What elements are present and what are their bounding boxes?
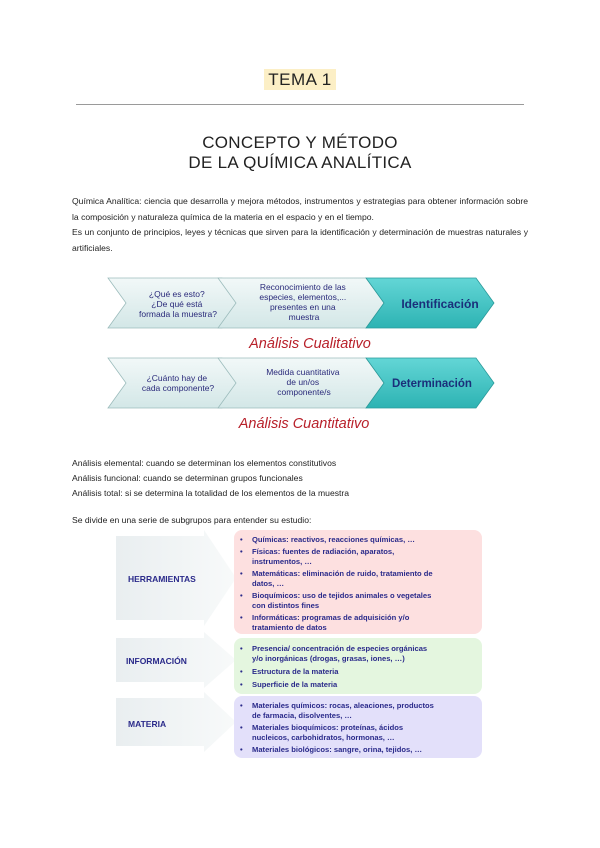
herramientas-item: Matemáticas: eliminación de ruido, tratamiento de xyxy=(252,569,433,578)
row1-q1-line: ¿Qué es esto? xyxy=(148,289,205,299)
definition-block xyxy=(72,194,528,256)
informacion-item: Estructura de la materia xyxy=(252,667,339,676)
page-title xyxy=(0,133,600,173)
row1-q2-line: especies, elementos,... xyxy=(259,292,347,302)
row1-q2-line: Reconocimiento de las xyxy=(259,282,346,292)
row1-q2-line: presentes en una xyxy=(269,302,336,312)
bullet: • xyxy=(240,644,243,653)
definition-paragraph: Química Analítica: ciencia que desarrolla y mejora métodos, instrumentos y estrategias para obtener información sobre la composición y naturaleza química de la materia en el espacio y en el tiempo. xyxy=(72,196,528,222)
title-line-2: DE LA QUÍMICA ANALÍTICA xyxy=(188,153,412,172)
materia-item: Materiales bioquímicos: proteínas, ácidos xyxy=(252,723,404,732)
bullet: • xyxy=(240,701,243,710)
herramientas-item: Bioquímicos: uso de tejidos animales o vegetales xyxy=(252,591,432,600)
herramientas-item-cont: instrumentos, … xyxy=(252,557,312,566)
tema-label: TEMA 1 xyxy=(264,69,335,90)
qualitative-analysis-label: Análisis Cualitativo xyxy=(249,336,371,352)
analysis-type-elemental: Análisis elemental: cuando se determinan los elementos constitutivos xyxy=(72,458,337,468)
quantitative-analysis-label: Análisis Cuantitativo xyxy=(238,416,370,432)
materia-item: Materiales químicos: rocas, aleaciones, productos xyxy=(252,701,434,710)
bullet: • xyxy=(240,667,243,676)
title-line-1: CONCEPTO Y MÉTODO xyxy=(202,133,398,152)
bullet: • xyxy=(240,613,243,622)
row2-q1-line: ¿Cuánto hay de xyxy=(146,373,208,383)
row2-q2-line: Medida cuantitativa xyxy=(266,367,340,377)
analysis-diagram xyxy=(104,274,496,436)
row1-q2-line: muestra xyxy=(288,312,320,322)
category-herramientas: HERRAMIENTAS xyxy=(128,574,196,584)
section-header xyxy=(0,70,600,90)
analysis-type-functional: Análisis funcional: cuando se determinan grupos funcionales xyxy=(72,473,303,483)
category-materia: MATERIA xyxy=(128,719,167,729)
informacion-item: Superficie de la materia xyxy=(252,680,338,689)
bullet: • xyxy=(240,569,243,578)
analysis-types-list xyxy=(72,456,349,501)
materia-item: Materiales biológicos: sangre, orina, tejidos, … xyxy=(252,745,423,754)
bullet: • xyxy=(240,547,243,556)
informacion-item-cont: y/o inorgánicas (drogas, grasas, iones, …) xyxy=(252,654,405,663)
divider xyxy=(76,104,524,105)
row2-question xyxy=(142,373,215,393)
bullet: • xyxy=(240,745,243,754)
bullet: • xyxy=(240,680,243,689)
materia-item-cont: nucleicos, carbohidratos, hormonas, … xyxy=(252,733,395,742)
analysis-type-total: Análisis total: si se determina la totalidad de los elementos de la muestra xyxy=(72,488,350,498)
identification-label: Identificación xyxy=(401,297,479,311)
materia-item-cont: de farmacia, disolventes, … xyxy=(252,711,353,720)
row2-q1-line: cada componente? xyxy=(141,383,215,393)
description-paragraph: Es un conjunto de principios, leyes y técnicas que sirven para la identificación y determinación de muestras naturales y artificiales. xyxy=(72,227,528,253)
row1-q1-line: ¿De qué está xyxy=(151,299,203,309)
herramientas-item: Físicas: fuentes de radiación, aparatos, xyxy=(252,547,395,556)
herramientas-item-cont: tratamiento de datos xyxy=(252,623,327,632)
informacion-item: Presencia/ concentración de especies orgánicas xyxy=(252,644,428,653)
determination-label: Determinación xyxy=(392,378,472,390)
row1-q1-line: formada la muestra? xyxy=(139,309,217,319)
herramientas-item-cont: con distintos fines xyxy=(252,601,320,610)
row2-q2-line: componente/s xyxy=(277,387,331,397)
herramientas-item: Químicas: reactivos, reacciones químicas, … xyxy=(252,535,415,544)
herramientas-item: Informáticas: programas de adquisición y/o xyxy=(252,613,410,622)
herramientas-item-cont: datos, … xyxy=(252,579,285,588)
bullet: • xyxy=(240,723,243,732)
row2-q2-line: de un/os xyxy=(286,377,320,387)
subgroups-intro: Se divide en una serie de subgrupos para entender su estudio: xyxy=(72,515,312,525)
bullet: • xyxy=(240,591,243,600)
subgroups-diagram xyxy=(116,530,484,762)
category-informacion: INFORMACIÓN xyxy=(126,656,187,666)
bullet: • xyxy=(240,535,243,544)
